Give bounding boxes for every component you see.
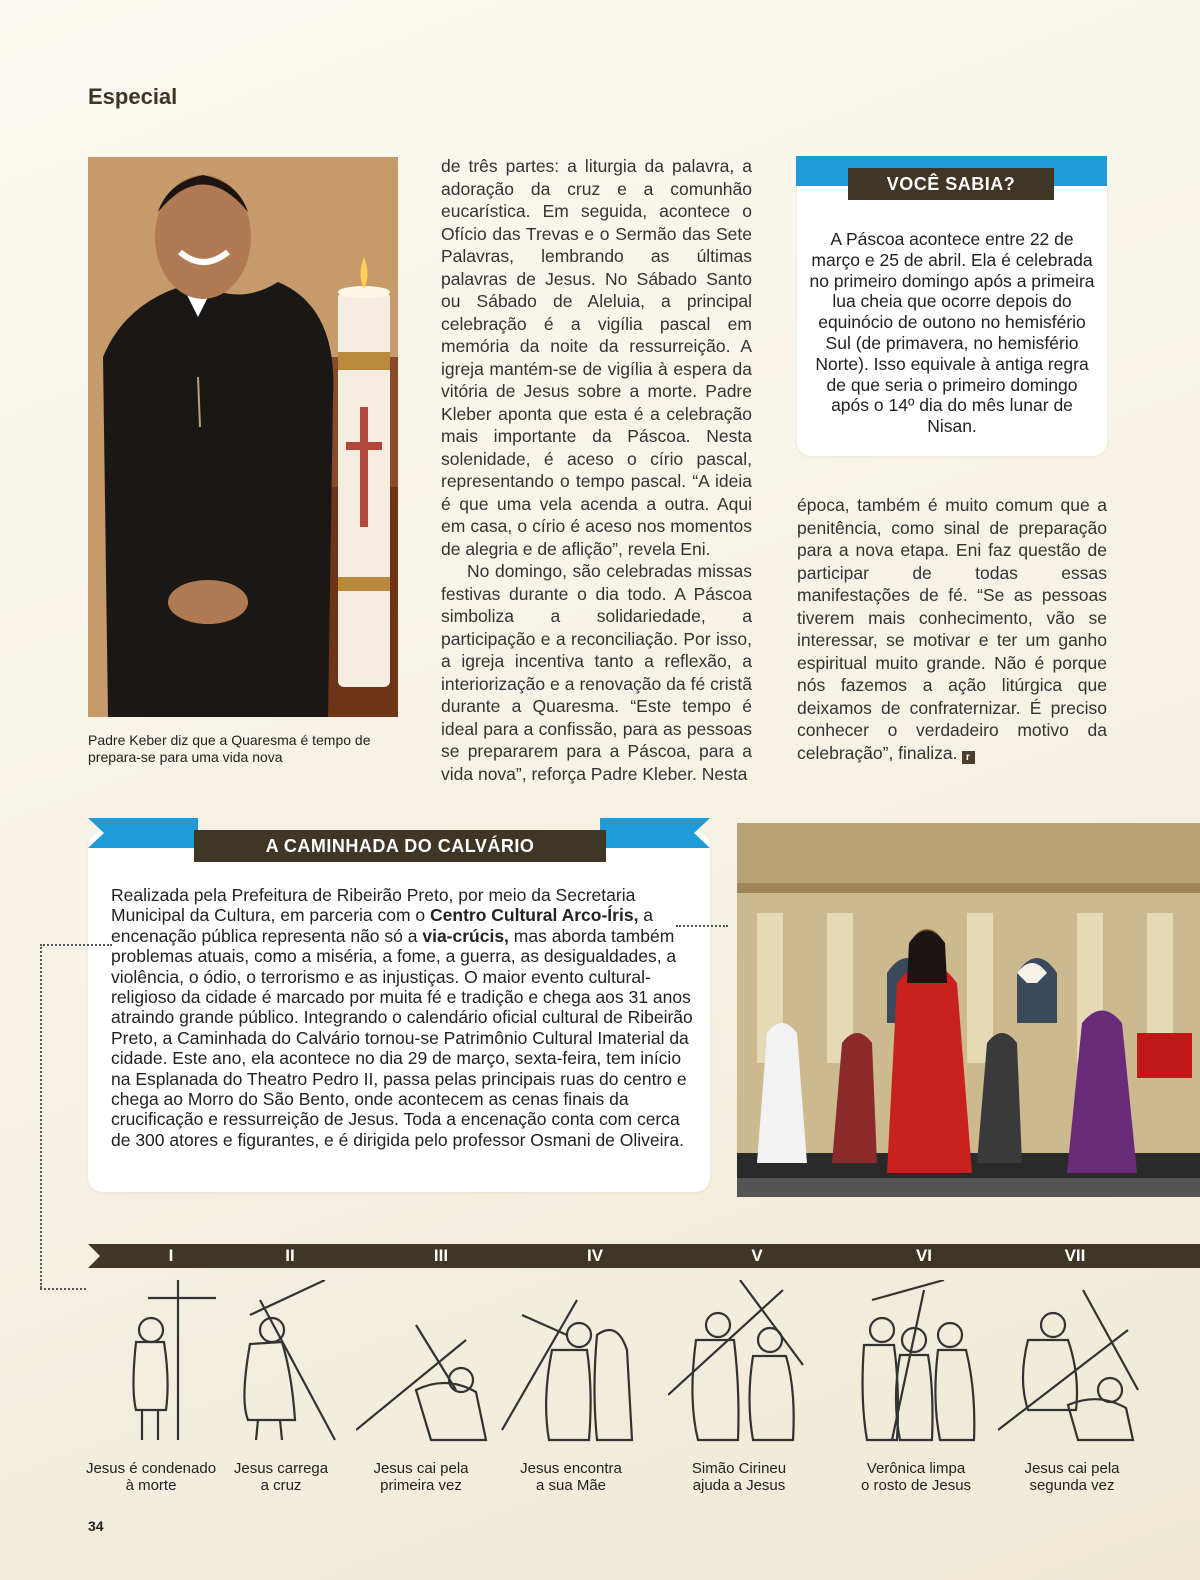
connector-line [676, 925, 728, 927]
stations-bar [88, 1244, 1200, 1268]
station-label: Simão Cirineu ajuda a Jesus [691, 1460, 787, 1494]
station-label: Verônica limpa o rosto de Jesus [860, 1460, 972, 1494]
station-numeral: II [285, 1246, 295, 1265]
station-numeral: I [168, 1246, 174, 1265]
station-numeral: III [433, 1246, 449, 1265]
sabia-title: VOCÊ SABIA? [848, 168, 1054, 200]
station-label: Jesus encontra a sua Mãe [520, 1460, 622, 1494]
station-label: Jesus cai pela primeira vez [373, 1460, 469, 1494]
station-2-figure [220, 1280, 370, 1450]
article-column-1 [441, 155, 752, 785]
station-5-figure [668, 1280, 818, 1450]
procession-illustration [737, 823, 1200, 1197]
station-numeral: VI [915, 1246, 933, 1265]
station-label: Jesus cai pela segunda vez [1024, 1460, 1120, 1494]
station-numeral: IV [586, 1246, 604, 1265]
connector-line [40, 1288, 86, 1290]
paragraph: época, também é muito comum que a penitência, como sinal de preparação para a nova etapa. Eni faz questão de participar de todas essas manifestações de fé. “Se as pessoas tiverem mais conhecimento, vão se interessar, se motivar e ter um ganho espiritual muito grande. Não é porque nós fazemos a ação litúrgica que deixamos de confraternizar. É preciso conhecer o verdadeiro motivo da celebração”, finaliza. [797, 495, 1107, 763]
procession-photo [737, 823, 1200, 1197]
connector-line [40, 944, 112, 946]
photo-caption: Padre Keber diz que a Quaresma é tempo de prepara-se para uma vida nova [88, 732, 371, 765]
station-3-figure [356, 1280, 506, 1450]
paragraph: de três partes: a liturgia da palavra, a adoração da cruz e a comunhão eucarística. Em seguida, acontece o Ofício das Trevas e o Sermão das Sete Palavras, lembrando as últimas palavras de Jesus. No Sábado Santo ou Sábado de Aleluia, a principal celebração é a vigília pascal em memória da noite da ressurreição. A igreja mantém-se de vigília à espera da vitória de Jesus sobre a morte. Padre Kleber aponta que esta é a celebração mais importante da Páscoa. Nesta solenidade, é aceso o círio pascal, representando o tempo pascal. “A ideia é que uma vela acenda a outra. Aqui em casa, o círio é aceso nos momentos de alegria e de aflição”, revela Eni. [441, 156, 752, 559]
connector-line [40, 944, 42, 1288]
bar-notch [88, 1244, 108, 1268]
highlight-centro-cultural: Centro Cultural Arco-Íris, [430, 905, 639, 926]
page-number: 34 [88, 1518, 104, 1534]
article-column-2 [797, 494, 1107, 764]
priest-illustration [88, 157, 398, 717]
section-label: Especial [88, 84, 178, 109]
station-numeral: V [751, 1246, 763, 1265]
station-label: Jesus é condenado à morte [85, 1460, 217, 1494]
station-numeral: VII [1064, 1246, 1086, 1265]
end-mark: r [962, 751, 975, 764]
calvario-title: A CAMINHADA DO CALVÁRIO [194, 830, 606, 862]
station-4-figure [497, 1280, 647, 1450]
highlight-via-crucis: via-crúcis, [422, 925, 509, 946]
calvario-text: Realizada pela Prefeitura de Ribeirão Preto, por meio da Secretaria Municipal da Cultura, em parceria com o Centro Cultural Arco-Íris, a encenação pública representa não só a via-crúcis, mas aborda também problemas atuais, como a miséria, a fome, a guerra, as desigualdades, a violência, o ódio, o terrorismo e as injustiças. O maior evento cultural-religioso da cidade é marcado por muita fé e tradição e chega aos 31 anos atraindo grande público. Integrando o calendário oficial cultural de Ribeirão Preto, a Caminhada do Calvário tornou-se Patrimônio Cultural Imaterial da cidade. Este ano, ela acontece no dia 29 de março, sexta-feira, tem início na Esplanada do Theatro Pedro II, passa pelas principais ruas do centro e chega ao Morro do São Bento, onde acontecem as cenas finais da crucificação e ressurreição de Jesus. Toda a encenação conta com cerca de 300 atores e figurantes, e é dirigida pelo professor Osmani de Oliveira. [111, 885, 693, 1150]
station-6-figure [852, 1280, 1002, 1450]
sabia-text: A Páscoa acontece entre 22 de março e 25 de abril. Ela é celebrada no primeiro domingo após a primeira lua cheia que ocorre depois do equinócio de outono no hemisfério Sul (de primavera, no hemisfério Norte). Isso equivale à antiga regra de que seria o primeiro domingo após o 14º dia do mês lunar de Nisan. [809, 229, 1095, 437]
station-7-figure [998, 1280, 1148, 1450]
station-label: Jesus carrega a cruz [233, 1460, 329, 1494]
paragraph: No domingo, são celebradas missas festivas durante o dia todo. A Páscoa simboliza a solidariedade, a participação e a reconciliação. Por isso, a igreja incentiva tanto a reflexão, a interiorização e a renovação da fé cristã durante a Quaresma. “Este tempo é ideal para a confissão, para as pessoas se prepararem para a Páscoa, para a vida nova”, reforça Padre Kleber. Nesta [441, 561, 752, 784]
priest-photo [88, 157, 398, 717]
